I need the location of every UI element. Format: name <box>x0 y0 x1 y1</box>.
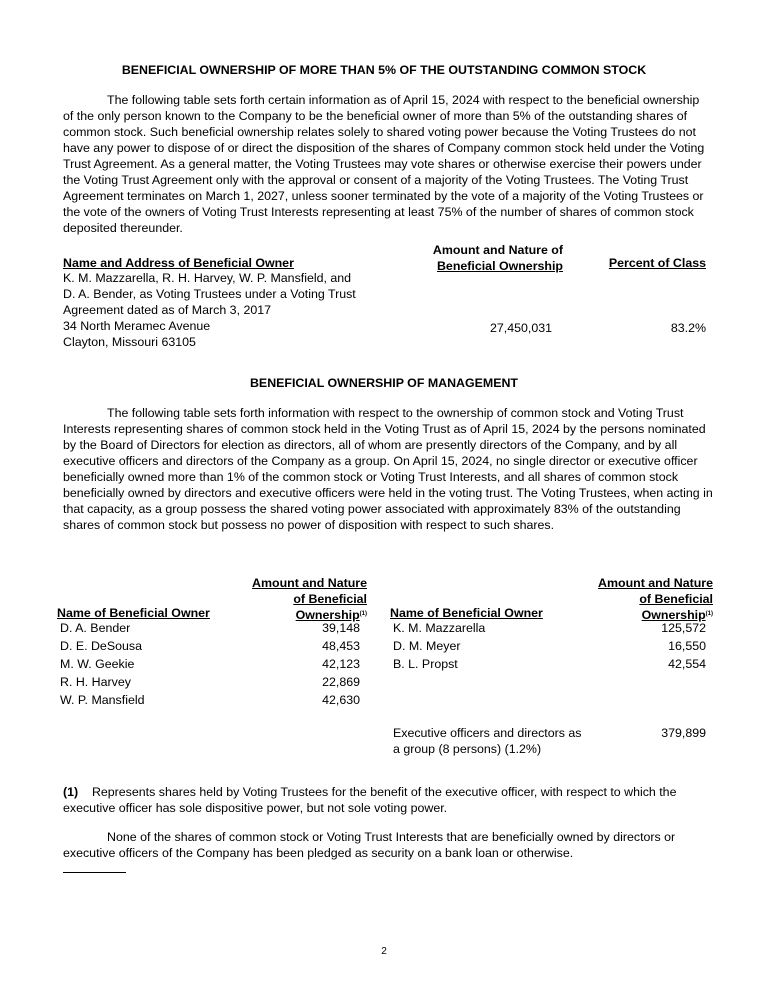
table-row-amount: 42,630 <box>322 693 360 707</box>
table-row-name: B. L. Propst <box>393 657 458 671</box>
page-number: 2 <box>381 946 387 957</box>
owner-line: D. A. Bender, as Voting Trustees under a Voting Trust <box>63 287 356 301</box>
table-row-name: D. M. Meyer <box>393 639 461 653</box>
owner-line: 34 North Meramec Avenue <box>63 319 211 333</box>
table1-owner-cell <box>63 270 383 350</box>
table-row-amount: 125,572 <box>661 621 706 635</box>
table2-left-amounts <box>280 620 360 710</box>
owner-line: Clayton, Missouri 63105 <box>63 335 196 349</box>
table-row-amount: 16,550 <box>668 639 706 653</box>
table2-left-col-name-header: Name of Beneficial Owner <box>57 606 210 620</box>
closing-paragraph: None of the shares of common stock or Voting Trust Interests that are beneficially owned by directors or executive officers of the Company has been pledged as security on a bank loan or otherwise. <box>63 830 676 860</box>
owner-line: Agreement dated as of March 3, 2017 <box>63 303 272 317</box>
table-row-name: R. H. Harvey <box>60 675 131 689</box>
section-title-5pct-owners: BENEFICIAL OWNERSHIP OF MORE THAN 5% OF THE OUTSTANDING COMMON STOCK <box>121 63 647 77</box>
table2-right-col-name-header: Name of Beneficial Owner <box>390 606 543 620</box>
table-row-amount: 42,554 <box>668 657 706 671</box>
footnote-marker: (1) <box>63 785 79 799</box>
table2-group-label: Executive officers and directors as a group (8 persons) (1.2%) <box>393 726 582 756</box>
table-row-amount: 48,453 <box>322 639 360 653</box>
table-row-name: D. E. DeSousa <box>60 639 142 653</box>
section-title-management: BENEFICIAL OWNERSHIP OF MANAGEMENT <box>249 376 518 390</box>
table1-col-amount-header: Amount and Nature of Beneficial Ownership <box>432 243 563 273</box>
section2-paragraph: The following table sets forth information with respect to the ownership of common stock and Voting Trust Interests representing shares of common stock held in the Voting Trust as of April 15, 2024 by the persons nominated by the Board of Directors for election as directors, all of whom are presently directors of the Company, and by all executive officers and directors of the Company as a group. On April 15, 2024, no single director or executive officer beneficially owned more than 1% of the common stock or Voting Trust Interests, and all shares of common stock beneficially owned by directors and executive officers were held in the voting trust. The Voting Trustees, when acting in that capacity, as a group possess the shared voting power associated with approximately 83% of the outstanding shares of common stock but possess no power of disposition with respect to such shares. <box>63 406 713 532</box>
table-row-amount: 42,123 <box>322 657 360 671</box>
table2-left-col-amount-header: Amount and Nature of Beneficial Ownership$^{(1)}$ <box>252 576 367 622</box>
table-row-amount: 39,148 <box>322 621 360 635</box>
table1-col-name-header: Name and Address of Beneficial Owner <box>63 256 294 270</box>
owner-line: K. M. Mazzarella, R. H. Harvey, W. P. Mansfield, and <box>63 271 352 285</box>
table-row-name: K. M. Mazzarella <box>393 621 486 635</box>
table-row-name: W. P. Mansfield <box>60 693 145 707</box>
table2-right-amounts <box>610 620 706 674</box>
footnote-text: Represents shares held by Voting Trustees for the benefit of the executive officer, with respect to which the executive officer has sole dispositive power, but not sole voting power. <box>63 785 677 815</box>
table-row-name: M. W. Geekie <box>60 657 135 671</box>
table2-right-names <box>393 620 573 674</box>
table-row-name: D. A. Bender <box>60 621 131 635</box>
table1-col-percent-header: Percent of Class <box>608 256 706 270</box>
table2-group-amount: 379,899 <box>661 726 706 740</box>
table2-left-names <box>60 620 220 710</box>
table1-percent-value: 83.2% <box>670 321 706 335</box>
table2-right-col-amount-header: Amount and Nature of Beneficial Ownership$^{(1)}$ <box>598 576 713 622</box>
section1-paragraph: The following table sets forth certain information as of April 15, 2024 with respect to the beneficial ownership of the only person known to the Company to be the beneficial owner of more than 5% of the outstanding shares of common stock. Such beneficial ownership relates solely to shared voting power because the Voting Trustees do not have any power to dispose of or direct the disposition of the shares of Company common stock held under the Voting Trust Agreement. As a general matter, the Voting Trustees may vote shares or otherwise exercise their powers under the Voting Trust Agreement only with the approval or consent of a majority of the Voting Trustees. The Voting Trust Agreement terminates on March 1, 2027, unless sooner terminated by the vote of a majority of the Voting Trustees or the vote of the owners of Voting Trust Interests representing at least 75% of the number of shares of common stock deposited thereunder. <box>63 93 705 235</box>
footnote <box>63 784 713 816</box>
footnote-divider <box>63 872 126 873</box>
table1-amount-value: 27,450,031 <box>489 321 552 335</box>
table-row-amount: 22,869 <box>322 675 360 689</box>
